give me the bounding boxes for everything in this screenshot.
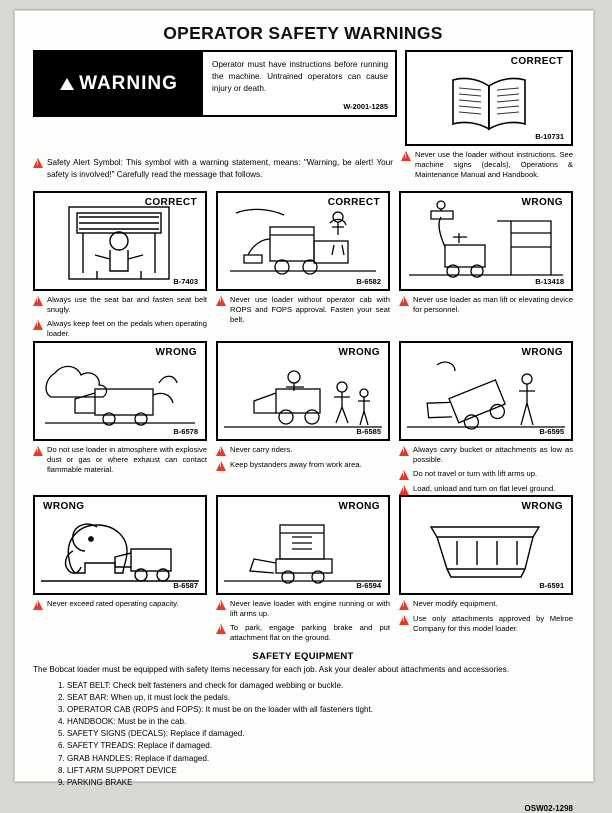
unattended-loader-icon [218, 497, 388, 593]
panel-elephant-overload [33, 495, 207, 595]
list-item: 6. SAFETY TREADS: Replace if damaged. [67, 740, 573, 752]
document-sheet [33, 23, 573, 813]
warning-text-block [203, 52, 395, 115]
panel-explosive-dust [33, 341, 207, 441]
alert-triangle-icon [216, 624, 226, 634]
caption-text: Never use loader as man lift or elevating device for personnel. [413, 294, 573, 314]
document-code: OSW02-1298 [524, 803, 573, 813]
panel-caption [399, 445, 573, 495]
panel-cell [399, 495, 573, 645]
operator-seatbar-icon [35, 193, 205, 289]
caption-text: Never exceed rated operating capacity. [47, 598, 179, 608]
panel-code: B-10731 [535, 132, 564, 141]
panel-code: B-13418 [535, 276, 564, 286]
loader-cab-rops-icon [218, 193, 388, 289]
panel-modified-bucket [399, 495, 573, 595]
panel-code: B-7403 [173, 276, 198, 286]
panel-status: WRONG [155, 346, 197, 358]
panel-caption [216, 445, 390, 491]
safety-equipment-intro: The Bobcat loader must be equipped with safety items necessary for each job. Ask your dealer about attachments and accessories. [33, 664, 510, 674]
alert-triangle-icon [399, 446, 409, 456]
panel-status: CORRECT [144, 196, 197, 208]
list-item: 4. HANDBOOK: Must be in the cab. [67, 716, 573, 728]
warning-label: WARNING [79, 72, 178, 94]
panel-status: WRONG [338, 500, 380, 512]
alert-triangle-icon [33, 600, 43, 610]
panel-open-book [405, 50, 573, 146]
caption-text: Always carry bucket or attachments as low as possible. [413, 444, 573, 464]
caption-text: Load, unload and turn on flat level ground. [413, 483, 556, 493]
caption-text: Do not travel or turn with lift arms up. [413, 468, 538, 478]
panel-cell [216, 341, 390, 495]
panel-loader-cab-rops [216, 191, 390, 291]
safety-equipment-heading: SAFETY EQUIPMENT [252, 650, 354, 662]
tipping-loader-icon [401, 343, 571, 439]
elephant-overload-icon [35, 497, 205, 593]
panel-code: B-6582 [356, 276, 381, 286]
alert-triangle-icon [399, 470, 409, 480]
panel-caption [399, 599, 573, 645]
panel-caption [33, 599, 207, 645]
panel-status: WRONG [521, 346, 563, 358]
alert-triangle-icon [399, 600, 409, 610]
alert-triangle-icon [216, 600, 226, 610]
alert-triangle-icon [33, 320, 43, 330]
list-item: 7. GRAB HANDLES: Replace if damaged. [67, 753, 573, 765]
explosive-dust-icon [35, 343, 205, 439]
panel-code: B-6578 [173, 426, 198, 436]
alert-triangle-icon [216, 461, 226, 471]
panel-status: WRONG [43, 500, 85, 512]
panel-caption [216, 599, 390, 645]
panel-cell [216, 191, 390, 341]
panel-cell [216, 495, 390, 645]
alert-triangle-icon [401, 151, 411, 161]
safety-alert-symbol-text: Safety Alert Symbol: This symbol with a warning statement, means: "Warning, be alert! Your safety is involved!" Carefully read the message that follows. [47, 158, 393, 180]
caption-text: To park, engage parking brake and put attachment flat on the ground. [230, 622, 390, 642]
caption-text: Never use loader without operator cab with ROPS and FOPS approval. Fasten your seat belt. [230, 294, 390, 324]
caption-text: Always use the seat bar and fasten seat belt snugly. [47, 294, 207, 314]
top-row [33, 50, 573, 146]
panel-cell [33, 495, 207, 645]
panel-code: B-6594 [356, 580, 381, 590]
panel-unattended-loader [216, 495, 390, 595]
safety-equipment-list [33, 680, 573, 789]
panel-grid [33, 191, 573, 645]
panel-status: CORRECT [327, 196, 380, 208]
panel-code: B-6595 [539, 426, 564, 436]
alert-triangle-icon [399, 296, 409, 306]
footer [33, 797, 573, 813]
alert-triangle-icon [216, 446, 226, 456]
panel-caption [399, 295, 573, 341]
panel-tipping-loader [399, 341, 573, 441]
panel-status: WRONG [521, 196, 563, 208]
panel-cell [399, 341, 573, 495]
panel-caption [33, 445, 207, 491]
alert-triangle-icon [33, 296, 43, 306]
alert-triangle-icon [399, 615, 409, 625]
list-item: 3. OPERATOR CAB (ROPS and FOPS): It must be on the loader with all fasteners tight. [67, 704, 573, 716]
warning-box [33, 50, 397, 117]
caption-text: Use only attachments approved by Melroe Company for this model loader. [413, 613, 573, 633]
panel-caption [33, 295, 207, 341]
panel-code: B-6585 [356, 426, 381, 436]
caption-text: Always keep feet on the pedals when operating loader. [47, 318, 207, 338]
list-item: 1. SEAT BELT: Check belt fasteners and check for damaged webbing or buckle. [67, 680, 573, 692]
list-item: 5. SAFETY SIGNS (DECALS): Replace if damaged. [67, 728, 573, 740]
riders-bystanders-icon [218, 343, 388, 439]
modified-bucket-icon [401, 497, 571, 593]
panel-cell [399, 191, 573, 341]
panel-cell [33, 191, 207, 341]
panel-caption [216, 295, 390, 341]
caption-open-book [401, 150, 573, 180]
man-lift-icon [401, 193, 571, 289]
list-item: 8. LIFT ARM SUPPORT DEVICE [67, 765, 573, 777]
page-title: OPERATOR SAFETY WARNINGS [163, 23, 443, 43]
caption-text: Never use the loader without instructions. See machine signs (decals), Operations & Maintenance Manual and Handbook. [415, 150, 573, 180]
alert-triangle-icon [216, 296, 226, 306]
caption-text: Never carry riders. [230, 444, 293, 454]
caption-text: Keep bystanders away from work area. [230, 459, 362, 469]
safety-alert-symbol-note [33, 153, 393, 182]
panel-cell [33, 341, 207, 495]
panel-status: WRONG [521, 500, 563, 512]
alert-triangle-icon [33, 158, 43, 168]
warning-label-block [35, 52, 203, 115]
panel-code: B-6591 [539, 580, 564, 590]
warning-code: W-2001-1285 [343, 101, 388, 111]
warning-triangle-icon [60, 78, 74, 90]
panel-code: B-6587 [173, 580, 198, 590]
panel-riders-bystanders [216, 341, 390, 441]
warning-text: Operator must have instructions before running the machine. Untrained operators can cause injury or death. [212, 60, 388, 93]
list-item: 9. PARKING BRAKE [67, 777, 573, 789]
caption-text: Never leave loader with engine running or with lift arms up. [230, 598, 390, 618]
document-page [14, 10, 594, 813]
panel-man-lift [399, 191, 573, 291]
alert-triangle-icon [33, 446, 43, 456]
panel-status: CORRECT [510, 56, 563, 67]
alert-triangle-icon [399, 485, 409, 495]
list-item: 2. SEAT BAR: When up, it must lock the pedals. [67, 692, 573, 704]
panel-operator-seatbar [33, 191, 207, 291]
caption-text: Do not use loader in atmosphere with explosive dust or gas or where exhaust can contact flammable material. [47, 444, 207, 474]
panel-status: WRONG [338, 346, 380, 358]
caption-text: Never modify equipment. [413, 598, 498, 608]
open-book-icon [407, 52, 571, 144]
